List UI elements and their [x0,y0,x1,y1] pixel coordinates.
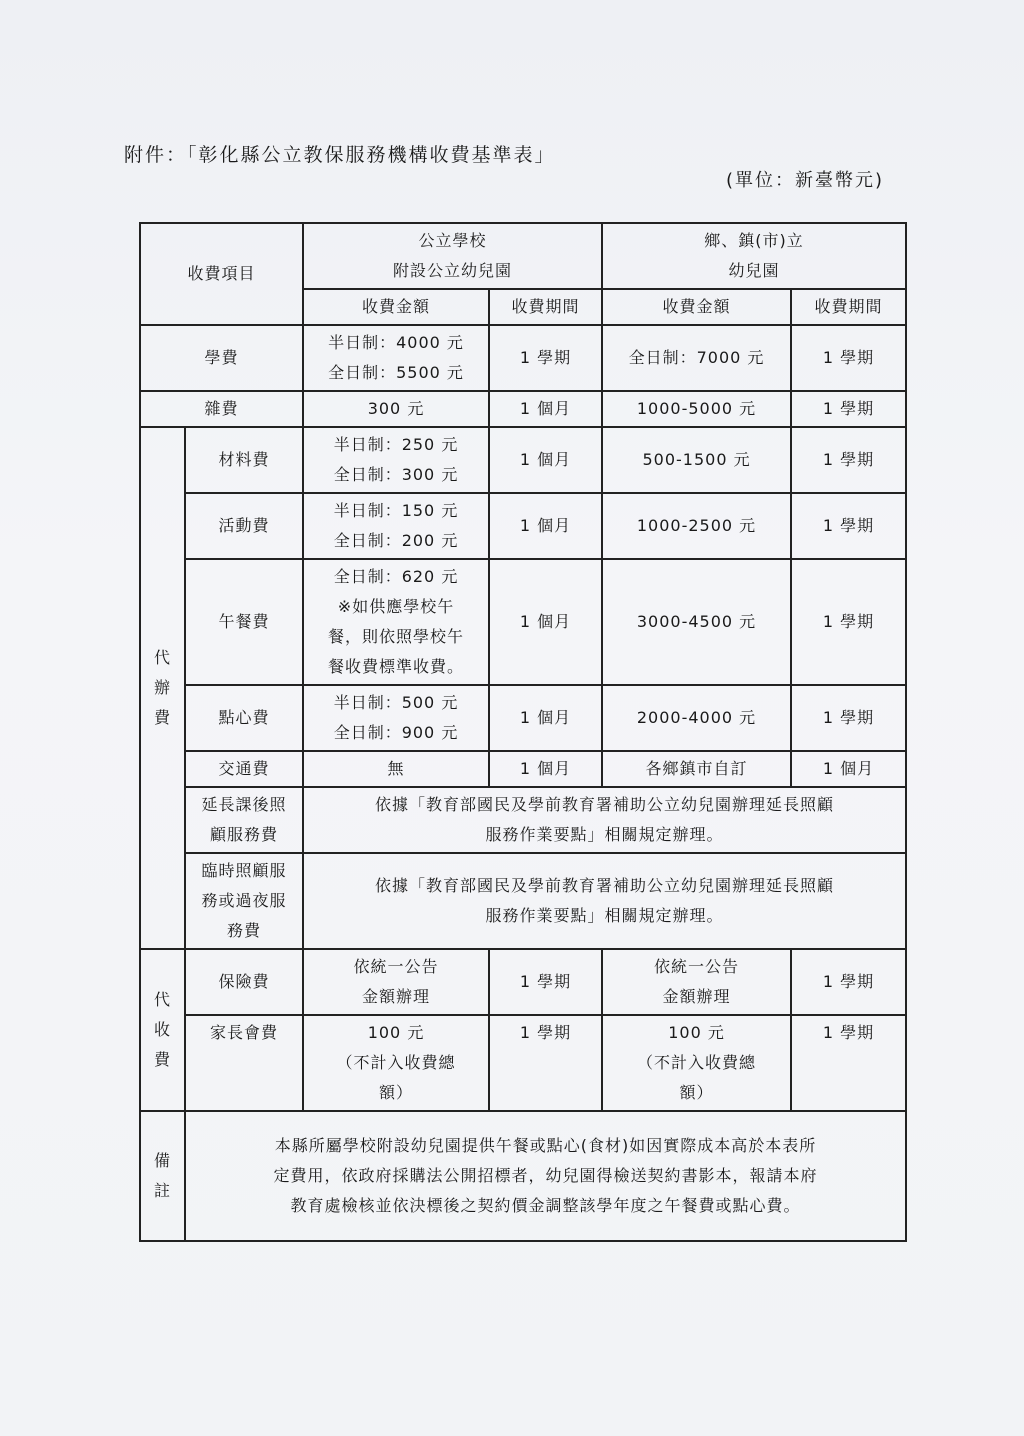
activity-public-amount: 半日制：150 元 全日制：200 元 [303,493,489,559]
misc-township-amount: 1000-5000 元 [602,391,791,427]
row-label-transport: 交通費 [185,751,303,787]
insurance-township-amount: 依統一公告 金額辦理 [602,949,791,1015]
row-label-remarks: 備 註 [140,1111,185,1241]
group-label-collection-fees: 代 收 費 [140,949,185,1111]
parents-assoc-township-amount: 100 元 （不計入收費總 額） [602,1015,791,1111]
table-row-tuition [140,325,906,391]
row-label-tuition: 學費 [140,325,303,391]
header-public-line2: 附設公立幼兒園 [393,261,513,280]
row-label-extended-care: 延長課後照 顧服務費 [185,787,303,853]
header-public-period: 收費期間 [489,289,602,325]
group-label-agency-fees: 代 辦 費 [140,427,185,949]
currency-unit-note: (單位：新臺幣元) [726,170,885,191]
misc-township-period: 1 學期 [791,391,906,427]
insurance-township-period: 1 學期 [791,949,906,1015]
header-public-amount: 收費金額 [303,289,489,325]
table-row-lunch [140,559,906,685]
row-label-insurance: 保險費 [185,949,303,1015]
header-public-kindergarten [303,223,602,289]
parents-assoc-public-amount: 100 元 （不計入收費總 額） [303,1015,489,1111]
row-label-parents-assoc: 家長會費 [185,1015,303,1111]
row-label-misc: 雜費 [140,391,303,427]
snack-public-period: 1 個月 [489,685,602,751]
header-township-line1: 鄉、鎮(市)立 [704,231,804,250]
activity-township-amount: 1000-2500 元 [602,493,791,559]
table-row-parents-assoc [140,1015,906,1111]
extended-care-note: 依據「教育部國民及學前教育署補助公立幼兒園辦理延長照顧 服務作業要點」相關規定辦理。 [303,787,906,853]
transport-township-amount: 各鄉鎮市自訂 [602,751,791,787]
transport-public-period: 1 個月 [489,751,602,787]
tuition-public-amount: 半日制：4000 元 全日制：5500 元 [303,325,489,391]
material-public-amount: 半日制：250 元 全日制：300 元 [303,427,489,493]
table-row-snack [140,685,906,751]
header-township-line2: 幼兒園 [728,261,780,280]
header-public-line1: 公立學校 [418,231,487,250]
lunch-public-amount: 全日制：620 元 ※如供應學校午 餐，則依照學校午 餐收費標準收費。 [303,559,489,685]
material-township-amount: 500-1500 元 [602,427,791,493]
tuition-public-period: 1 學期 [489,325,602,391]
header-township-amount: 收費金額 [602,289,791,325]
document-title: 附件：「彰化縣公立教保服務機構收費基準表」 [124,144,556,166]
table-row-insurance [140,949,906,1015]
misc-public-period: 1 個月 [489,391,602,427]
table-header-row [140,223,906,289]
fee-standard-table [139,222,907,1242]
row-label-activity: 活動費 [185,493,303,559]
row-label-material: 材料費 [185,427,303,493]
table-row-activity [140,493,906,559]
table-row-remarks [140,1111,906,1241]
tuition-township-amount: 全日制：7000 元 [602,325,791,391]
table-row-transport [140,751,906,787]
row-label-snack: 點心費 [185,685,303,751]
row-label-lunch: 午餐費 [185,559,303,685]
snack-public-amount: 半日制：500 元 全日制：900 元 [303,685,489,751]
temporary-care-note: 依據「教育部國民及學前教育署補助公立幼兒園辦理延長照顧 服務作業要點」相關規定辦理。 [303,853,906,949]
material-township-period: 1 學期 [791,427,906,493]
parents-assoc-township-period: 1 學期 [791,1015,906,1111]
header-fee-item: 收費項目 [140,223,303,325]
activity-township-period: 1 學期 [791,493,906,559]
insurance-public-period: 1 學期 [489,949,602,1015]
remarks-text: 本縣所屬學校附設幼兒園提供午餐或點心(食材)如因實際成本高於本表所 定費用，依政府採購法公開招標者，幼兒園得檢送契約書影本，報請本府 教育處檢核並依決標後之契約價金調整該學年度之午餐費或點心費。 [185,1111,906,1241]
lunch-township-period: 1 學期 [791,559,906,685]
table-row-extended-care [140,787,906,853]
parents-assoc-public-period: 1 學期 [489,1015,602,1111]
transport-township-period: 1 個月 [791,751,906,787]
header-township-period: 收費期間 [791,289,906,325]
lunch-township-amount: 3000-4500 元 [602,559,791,685]
transport-public-amount: 無 [303,751,489,787]
material-public-period: 1 個月 [489,427,602,493]
header-township-kindergarten [602,223,906,289]
table-row-misc [140,391,906,427]
snack-township-amount: 2000-4000 元 [602,685,791,751]
snack-township-period: 1 學期 [791,685,906,751]
misc-public-amount: 300 元 [303,391,489,427]
row-label-temporary-care: 臨時照顧服 務或過夜服 務費 [185,853,303,949]
table-row-material [140,427,906,493]
activity-public-period: 1 個月 [489,493,602,559]
tuition-township-period: 1 學期 [791,325,906,391]
lunch-public-period: 1 個月 [489,559,602,685]
insurance-public-amount: 依統一公告 金額辦理 [303,949,489,1015]
table-row-temporary-care [140,853,906,949]
